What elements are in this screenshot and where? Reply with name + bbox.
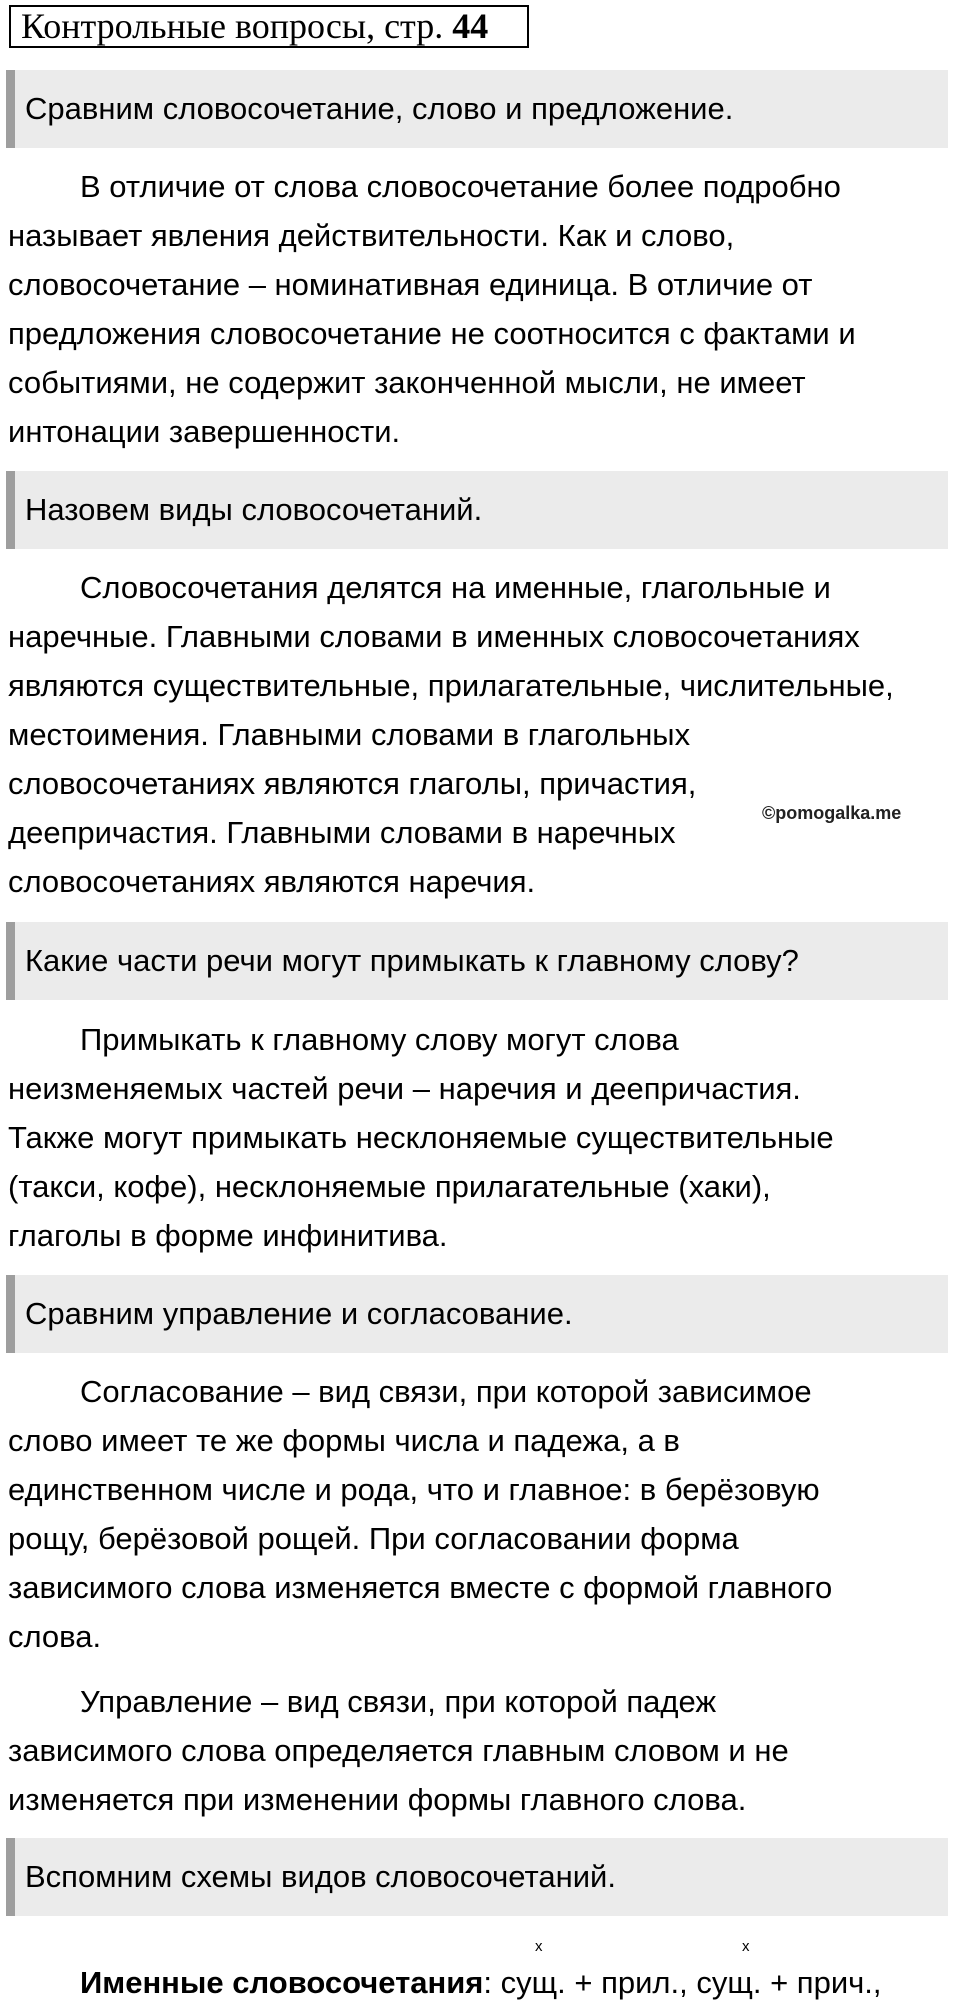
question-bar	[6, 471, 948, 549]
answer-line: называет явления действительности. Как и слово,	[8, 218, 735, 253]
question-text: Сравним словосочетание, слово и предложение.	[25, 91, 734, 126]
question-text: Сравним управление и согласование.	[25, 1296, 573, 1331]
scheme-label: Именные словосочетания	[80, 1965, 484, 2000]
question-text: Какие части речи могут примыкать к главному слову?	[25, 943, 799, 978]
answer-line: интонации завершенности.	[8, 414, 401, 449]
answer-line: словосочетаниях являются глаголы, причастия,	[8, 766, 697, 801]
page-title	[9, 5, 529, 48]
page-number: 44	[452, 6, 489, 46]
answer-line: (такси, кофе), несклоняемые прилагательные (хаки),	[8, 1169, 771, 1204]
page-title-text: Контрольные вопросы, стр.	[21, 6, 444, 46]
scheme-mark: x	[535, 1938, 543, 1955]
answer-line: наречные. Главными словами в именных словосочетаниях	[8, 619, 860, 654]
scheme-formula: : сущ. + прил., сущ. + прич.,	[483, 1965, 882, 2000]
answer-line: изменяется при изменении формы главного слова.	[8, 1782, 747, 1817]
answer-paragraph	[8, 563, 958, 906]
answer-paragraph	[8, 1367, 958, 1661]
answer-line: единственном числе и рода, что и главное: в берёзовую	[8, 1472, 820, 1507]
scheme-line	[80, 1963, 882, 2003]
answer-line: рощу, берёзовой рощей. При согласовании форма	[8, 1521, 739, 1556]
answer-line: Примыкать к главному слову могут слова	[80, 1022, 679, 1057]
question-bar	[6, 1275, 948, 1353]
answer-paragraph	[8, 162, 958, 456]
question-text: Вспомним схемы видов словосочетаний.	[25, 1859, 616, 1894]
answer-paragraph	[8, 1015, 958, 1260]
answer-line: слово имеет те же формы числа и падежа, а в	[8, 1423, 680, 1458]
question-text: Назовем виды словосочетаний.	[25, 492, 483, 527]
answer-line: зависимого слова изменяется вместе с формой главного	[8, 1570, 833, 1605]
answer-line: являются существительные, прилагательные, числительные,	[8, 668, 894, 703]
answer-line: зависимого слова определяется главным словом и не	[8, 1733, 789, 1768]
answer-line: Также могут примыкать несклоняемые существительные	[8, 1120, 834, 1155]
answer-line: Словосочетания делятся на именные, глагольные и	[80, 570, 831, 605]
answer-line: словосочетаниях являются наречия.	[8, 864, 536, 899]
answer-line: слова.	[8, 1619, 102, 1654]
answer-line: глаголы в форме инфинитива.	[8, 1218, 448, 1253]
question-bar	[6, 70, 948, 148]
answer-line: событиями, не содержит законченной мысли, не имеет	[8, 365, 806, 400]
answer-paragraph	[8, 1677, 958, 1824]
answer-line: словосочетание – номинативная единица. В отличие от	[8, 267, 813, 302]
watermark: ©pomogalka.me	[762, 803, 902, 823]
answer-line: Управление – вид связи, при которой падеж	[80, 1684, 717, 1719]
answer-line: деепричастия. Главными словами в наречных	[8, 815, 676, 850]
scheme-mark: x	[742, 1938, 750, 1955]
answer-line: В отличие от слова словосочетание более подробно	[80, 169, 841, 204]
answer-line: Согласование – вид связи, при которой зависимое	[80, 1374, 812, 1409]
answer-line: предложения словосочетание не соотносится с фактами и	[8, 316, 856, 351]
question-bar	[6, 1838, 948, 1916]
answer-line: местоимения. Главными словами в глагольных	[8, 717, 691, 752]
answer-line: неизменяемых частей речи – наречия и деепричастия.	[8, 1071, 801, 1106]
question-bar	[6, 922, 948, 1000]
